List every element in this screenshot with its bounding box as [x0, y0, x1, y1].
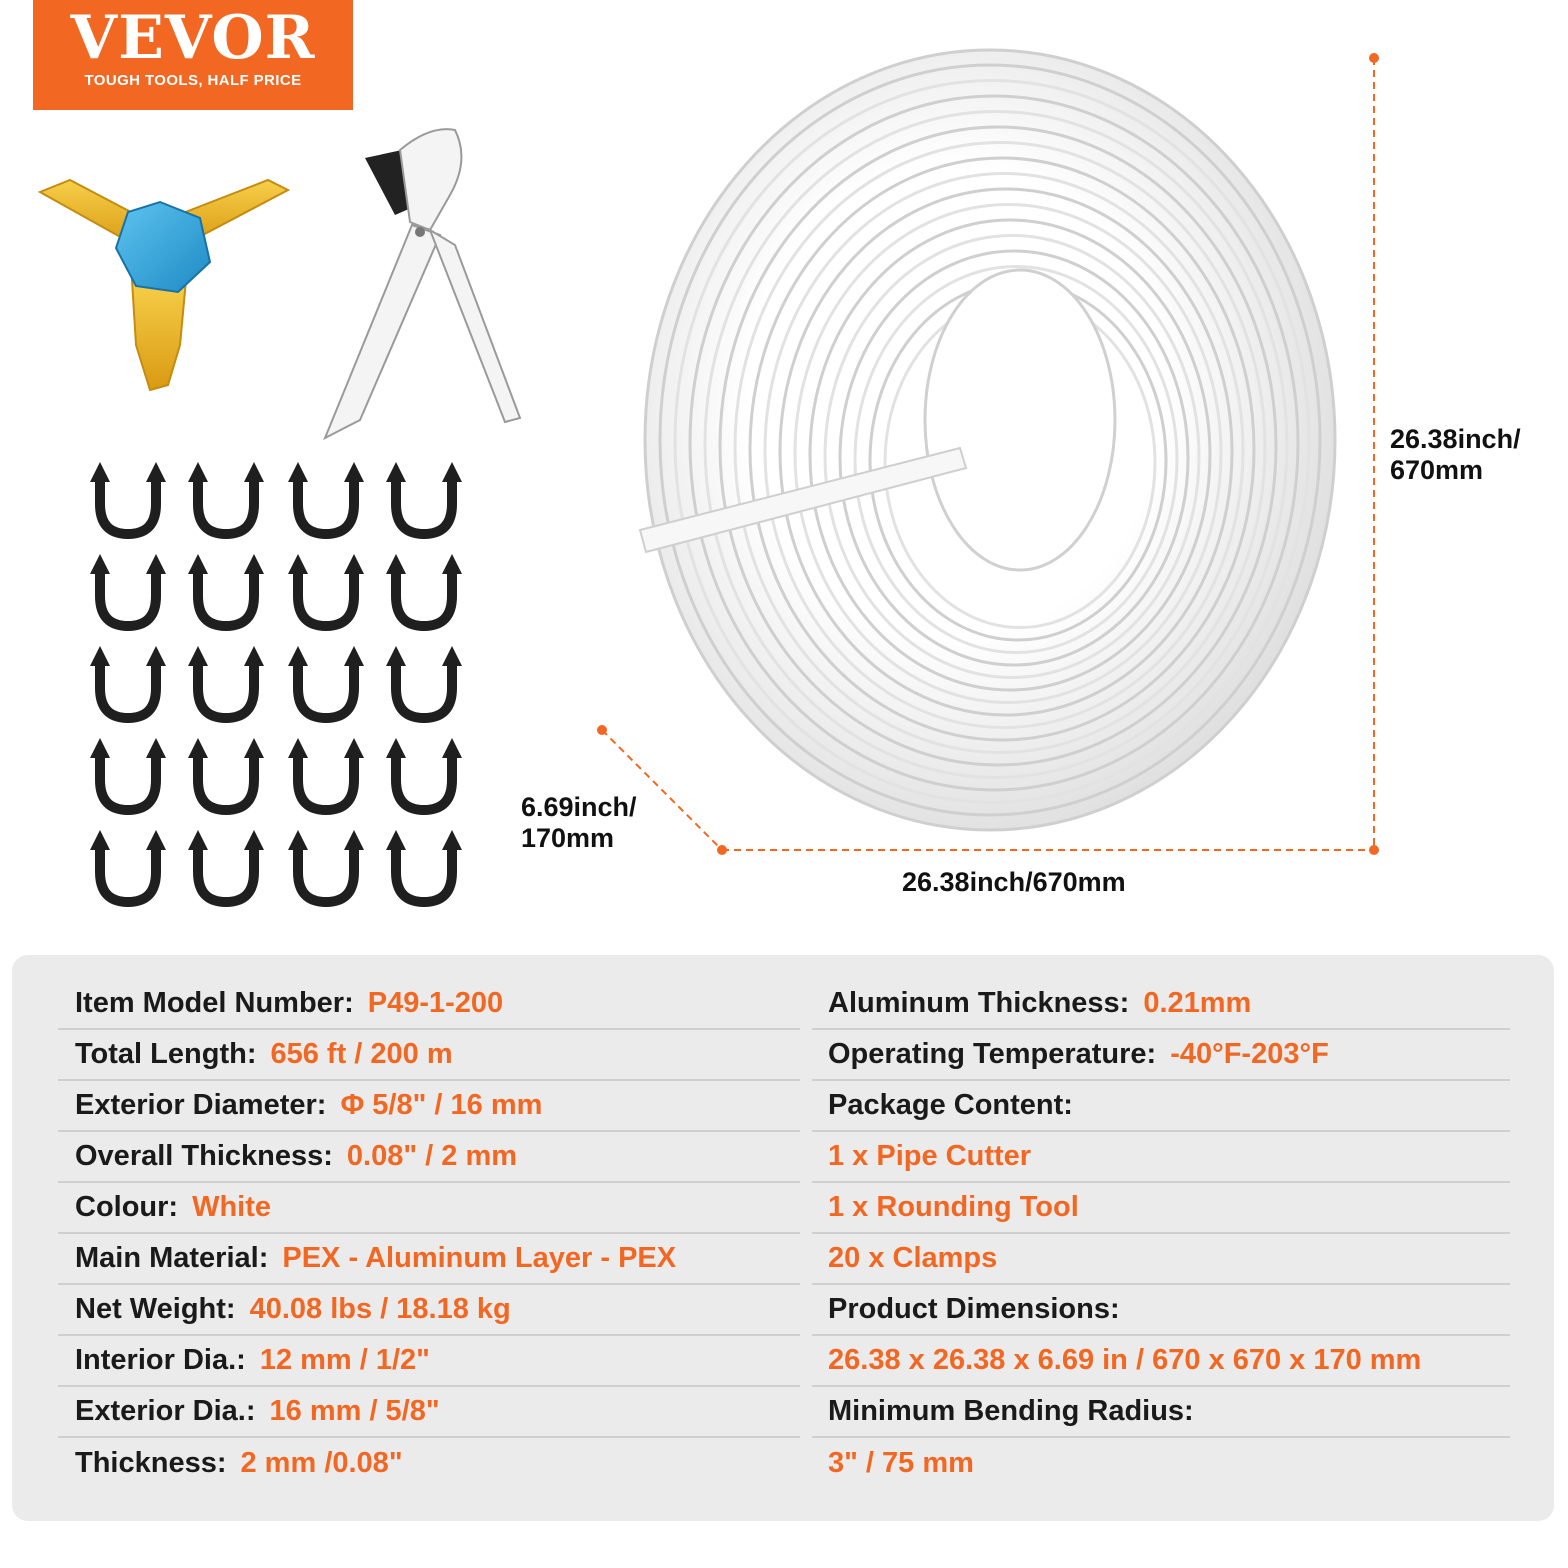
rounding-tool	[40, 180, 288, 390]
spec-row: Product Dimensions:	[812, 1285, 1510, 1336]
clamp-icon	[288, 646, 364, 718]
specifications-panel	[12, 955, 1554, 1521]
spec-row: Main Material: PEX - Aluminum Layer - PEX	[58, 1234, 800, 1285]
specs-right-column	[812, 979, 1510, 1489]
clamp-icon	[188, 462, 264, 534]
spec-row: 1 x Rounding Tool	[812, 1183, 1510, 1234]
spec-row: Item Model Number: P49-1-200	[58, 979, 800, 1030]
clamp-icon	[288, 462, 364, 534]
spec-row: Minimum Bending Radius:	[812, 1387, 1510, 1438]
spec-row: 3" / 75 mm	[828, 1447, 974, 1479]
spec-row: Net Weight: 40.08 lbs / 18.18 kg	[58, 1285, 800, 1336]
clamp-icon	[386, 738, 462, 810]
spec-row: Interior Dia.: 12 mm / 1/2"	[58, 1336, 800, 1387]
clamp-icon	[90, 462, 166, 534]
spec-row: 20 x Clamps	[812, 1234, 1510, 1285]
spec-row: 26.38 x 26.38 x 6.69 in / 670 x 670 x 170 mm	[812, 1336, 1510, 1387]
spec-row: Operating Temperature: -40°F-203°F	[812, 1030, 1510, 1081]
spec-row: Exterior Dia.: 16 mm / 5/8"	[58, 1387, 800, 1438]
spec-row: Package Content:	[812, 1081, 1510, 1132]
clamp-icon	[188, 554, 264, 626]
spec-row: Colour: White	[58, 1183, 800, 1234]
spec-row: Aluminum Thickness: 0.21mm	[812, 979, 1510, 1030]
clamp-icon	[288, 554, 364, 626]
clamp-icon	[288, 830, 364, 902]
brand-name: VEVOR	[70, 3, 316, 73]
pex-pipe-coil	[640, 50, 1335, 830]
brand-tagline: TOUGH TOOLS, HALF PRICE	[84, 72, 302, 89]
clamp-icon	[288, 738, 364, 810]
clamp-icon	[386, 646, 462, 718]
specs-left-column	[58, 979, 800, 1489]
spec-row: Exterior Diameter: Φ 5/8" / 16 mm	[58, 1081, 800, 1132]
spec-row: Thickness: 2 mm /0.08"	[75, 1447, 403, 1479]
spec-row: Total Length: 656 ft / 200 m	[58, 1030, 800, 1081]
width-dimension-label: 26.38inch/670mm	[902, 867, 1126, 897]
spec-row: 1 x Pipe Cutter	[812, 1132, 1510, 1183]
clamp-icon	[90, 646, 166, 718]
clamp-icon	[188, 830, 264, 902]
clamp-icon	[386, 830, 462, 902]
clamp-icon	[386, 554, 462, 626]
depth-dimension-label: 6.69inch/ 170mm	[521, 792, 637, 853]
clamp-icon	[90, 830, 166, 902]
clamps-grid	[90, 462, 462, 902]
clamp-icon	[188, 738, 264, 810]
spec-row: Overall Thickness: 0.08" / 2 mm	[58, 1132, 800, 1183]
pipe-cutter	[325, 129, 520, 438]
height-dimension-label: 26.38inch/ 670mm	[1390, 424, 1521, 485]
clamp-icon	[188, 646, 264, 718]
clamp-icon	[90, 554, 166, 626]
clamp-icon	[90, 738, 166, 810]
clamp-icon	[386, 462, 462, 534]
